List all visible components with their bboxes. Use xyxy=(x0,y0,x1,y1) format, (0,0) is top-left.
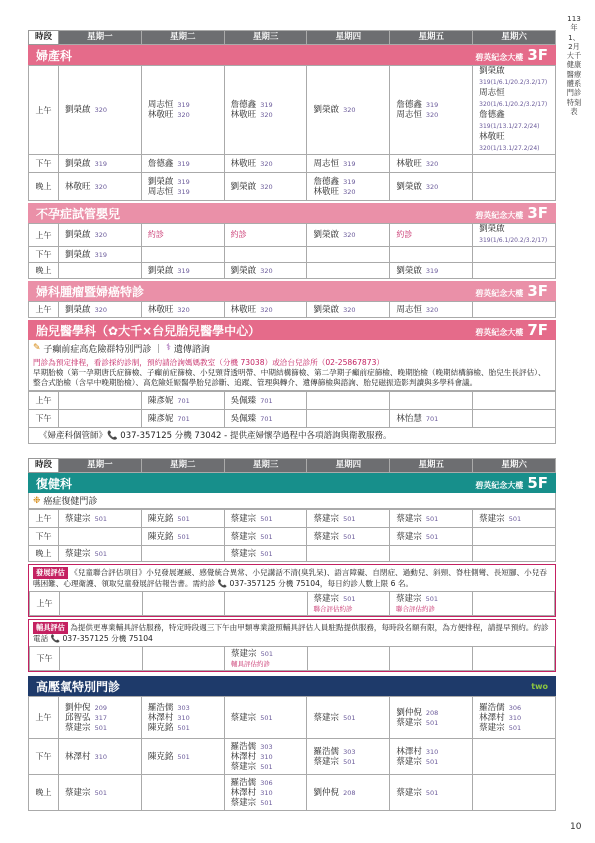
doctor-cell: 蔡建宗 501 xyxy=(307,697,390,739)
doctor-cell: 陳克銘 501 xyxy=(141,739,224,775)
section-inf-loc: 碧英紀念大樓 xyxy=(475,211,524,220)
doctor-cell: 蔡建宗 501 xyxy=(390,775,473,811)
doctor-cell: 劉榮啟 319 xyxy=(390,263,473,279)
doctor-cell: 林敬旺 320 xyxy=(390,155,473,173)
table-row xyxy=(29,247,556,263)
period-cell: 晚上 xyxy=(29,775,59,811)
doctor-cell: 吳佩臻 701 xyxy=(224,392,307,410)
table-dev xyxy=(29,591,555,616)
table-inf xyxy=(28,223,556,279)
dev-wed xyxy=(225,592,308,616)
doctor-cell xyxy=(473,775,556,811)
period-cell: 晚上 xyxy=(29,173,59,201)
doctor-cell xyxy=(473,546,556,562)
doctor-cell: 蔡建宗 501 xyxy=(224,697,307,739)
doctor-cell: 約診 xyxy=(141,224,224,247)
doctor-cell: 蔡建宗 501 xyxy=(59,775,142,811)
doctor-cell: 劉榮啟 319 xyxy=(59,247,142,263)
table-row xyxy=(29,775,556,811)
aid-mon xyxy=(60,647,143,671)
dev-fri: 蔡建宗 501 聯合評估約診 xyxy=(390,592,473,616)
doctor-cell: 劉榮啟 319 xyxy=(141,263,224,279)
dev-thu: 蔡建宗 501 聯合評估約診 xyxy=(307,592,390,616)
header-sat: 星期六 xyxy=(473,31,556,45)
dev-tue xyxy=(142,592,225,616)
doctor-cell xyxy=(59,392,142,410)
doctor-cell: 蔡建宗 501 xyxy=(307,528,390,546)
section-gyo xyxy=(28,281,556,301)
table-row xyxy=(29,66,556,155)
doctor-cell: 劉仲倪 208 xyxy=(307,775,390,811)
header2-fri: 星期五 xyxy=(390,459,473,473)
fetal-notes xyxy=(28,356,556,391)
doctor-cell: 詹德鑫 319 林敬旺 320 xyxy=(224,66,307,155)
period-cell: 上午 xyxy=(29,697,59,739)
doctor-cell: 劉榮啟 320 xyxy=(59,224,142,247)
fetal-sub2: 遺傳諮詢 xyxy=(173,344,210,355)
doctor-cell: 蔡建宗 501 xyxy=(224,528,307,546)
doctor-cell: 劉榮啟 319 xyxy=(59,155,142,173)
period-cell: 下午 xyxy=(29,739,59,775)
doctor-cell: 蔡建宗 501 xyxy=(59,546,142,562)
doctor-cell xyxy=(473,392,556,410)
table-row xyxy=(29,510,556,528)
section-gyo-title: 婦科腫瘤暨婦癌特診 xyxy=(36,284,145,299)
doctor-cell: 周志恒 319 林敬旺 320 xyxy=(141,66,224,155)
aid-thu xyxy=(307,647,390,671)
doctor-cell xyxy=(307,392,390,410)
doctor-cell: 劉仲倪 209 邱智弘 317 蔡建宗 501 xyxy=(59,697,142,739)
doctor-cell: 蔡建宗 501 xyxy=(224,510,307,528)
table-hbo xyxy=(28,696,556,811)
doctor-cell: 劉榮啟 320 xyxy=(59,66,142,155)
doctor-cell xyxy=(390,392,473,410)
rehab-sub: 癌症復健門診 xyxy=(43,497,98,507)
flower-icon: ❉ xyxy=(33,495,41,506)
section-rehab-title: 復健科 xyxy=(36,476,73,491)
fetal-logo-icon: ✿ xyxy=(108,323,119,338)
doctor-cell xyxy=(390,247,473,263)
fetal-note1: 門診為預定排程，看診採約診制，預約請洽詢媽媽教室（分機 73038）或洽台兒診所（02-25867873） xyxy=(33,358,384,367)
doctor-cell: 劉榮啟 320 xyxy=(59,302,142,318)
table-gyo xyxy=(28,301,556,318)
aid-sat xyxy=(472,647,555,671)
doctor-cell xyxy=(473,302,556,318)
ob-case-manager: 《婦產科個管師》📞 037-357125 分機 73042 - 提供產婦懷孕過程中各項諮詢與衛教服務。 xyxy=(28,428,556,444)
section-ob-title: 婦產科 xyxy=(36,48,73,63)
doctor-cell: 蔡建宗 501 xyxy=(307,510,390,528)
period-cell: 上午 xyxy=(29,224,59,247)
doctor-cell: 林敬旺 320 xyxy=(224,302,307,318)
section-hbo-logo: two xyxy=(531,681,548,691)
doctor-cell: 蔡建宗 501 xyxy=(390,528,473,546)
period-cell: 上午 xyxy=(29,392,59,410)
aid-tue xyxy=(142,647,225,671)
doctor-cell: 林敬旺 320 xyxy=(141,302,224,318)
doctor-cell: 蔡建宗 501 xyxy=(473,510,556,528)
dev-eval-text: 《兒童聯合評估項目》小兒發展遲緩、感覺統合異常、小兒講話不清(臭乳呆)、語言障礙、自閉症、過動兒、斜頸、脊柱側彎、長短腳、小兒吞嚥困難、心理衛護、領取兒童發展評估報告書。需約診 📞 037-357125 分機 75104，每日約診人數上限 6 名。 xyxy=(33,568,547,588)
doctor-cell: 約診 xyxy=(390,224,473,247)
header2-thu: 星期四 xyxy=(307,459,390,473)
period-cell: 晚上 xyxy=(29,263,59,279)
section-hbo-title: 高壓氧特別門診 xyxy=(36,679,121,694)
doctor-cell xyxy=(307,263,390,279)
header-period: 時段 xyxy=(29,31,59,45)
doctor-cell: 劉榮啟 319 周志恒 319 xyxy=(141,173,224,201)
aid-eval-tag: 輔具評估 xyxy=(33,622,68,634)
table-row xyxy=(29,528,556,546)
doctor-cell: 劉榮啟 320 xyxy=(224,263,307,279)
dev-mon xyxy=(60,592,143,616)
doctor-cell xyxy=(59,263,142,279)
header2-period: 時段 xyxy=(29,459,59,473)
doctor-cell: 蔡建宗 501 xyxy=(390,510,473,528)
doctor-cell xyxy=(473,247,556,263)
table-row xyxy=(29,546,556,562)
doctor-cell: 陳彥妮 701 xyxy=(141,392,224,410)
doctor-cell xyxy=(307,546,390,562)
fetal-sub1: 子癲前症高危險群特別門診 xyxy=(43,344,152,355)
doctor-cell: 蔡建宗 501 xyxy=(59,510,142,528)
period-cell: 上午 xyxy=(29,510,59,528)
doctor-cell: 林怡慧 701 xyxy=(390,410,473,428)
table-row xyxy=(29,697,556,739)
doctor-cell xyxy=(473,155,556,173)
section-ob xyxy=(28,45,556,65)
header-row-bottom xyxy=(28,458,556,473)
header-thu: 星期四 xyxy=(307,31,390,45)
header-fri: 星期五 xyxy=(390,31,473,45)
doctor-cell xyxy=(473,173,556,201)
section-fetal xyxy=(28,320,556,340)
doctor-cell: 陳彥妮 701 xyxy=(141,410,224,428)
dev-eval-box xyxy=(28,564,556,617)
table-row xyxy=(29,392,556,410)
doctor-cell: 蔡建宗 501 xyxy=(224,546,307,562)
section-gyo-loc: 碧英紀念大樓 xyxy=(475,289,524,298)
doctor-cell xyxy=(307,410,390,428)
doctor-cell: 羅浩儒 303 林澤村 310 陳克銘 501 xyxy=(141,697,224,739)
doctor-cell: 劉榮啟 319(1/6.1/20.2/3.2/17) xyxy=(473,224,556,247)
page-number: 10 xyxy=(570,822,582,832)
doctor-cell: 羅浩儒 303 蔡建宗 501 xyxy=(307,739,390,775)
aid-wed: 蔡建宗 501 輔具評估約診 xyxy=(225,647,308,671)
dev-sat xyxy=(472,592,555,616)
doctor-cell: 林澤村 310 xyxy=(59,739,142,775)
doctor-cell: 劉榮啟 320 xyxy=(390,173,473,201)
header-wed: 星期三 xyxy=(224,31,307,45)
dev-period: 上午 xyxy=(30,592,60,616)
doctor-cell: 陳克銘 501 xyxy=(141,528,224,546)
fetal-note2: 早期胎檢（第一孕期唐氏症篩檢、子癲前症篩檢、小兒頸背透明帶、中期結構篩檢、第二孕期子癲前症篩檢、晚期胎檢（晚期結構篩檢、胎兒生長評估）、整合式胎檢（含早中晚期胎檢）、高危險妊娠醫學胎兒診斷、追蹤、管理與轉介、遺傳篩檢與諮詢、胎兒磁振造影判讀與多學科會議。 xyxy=(33,368,546,387)
doctor-cell: 劉榮啟 320 xyxy=(307,224,390,247)
section-inf xyxy=(28,203,556,223)
doctor-cell: 劉榮啟 319(1/6.1/20.2/3.2/17) 周志恒 320(1/6.1/20.2/3.2/17) 詹德鑫 319(1/13.1/27.2/24) 林敬旺 320(1/13.1/27.2/24) xyxy=(473,66,556,155)
schedule xyxy=(28,30,556,811)
table-row xyxy=(29,224,556,247)
period-cell: 下午 xyxy=(29,155,59,173)
table-ob xyxy=(28,65,556,201)
table-row xyxy=(29,155,556,173)
doctor-cell xyxy=(307,247,390,263)
table-row xyxy=(29,410,556,428)
section-gyo-floor: 3F xyxy=(527,282,548,300)
period-cell: 下午 xyxy=(29,528,59,546)
table-row xyxy=(29,263,556,279)
header2-tue: 星期二 xyxy=(141,459,224,473)
doctor-cell xyxy=(141,247,224,263)
doctor-cell: 詹德鑫 319 xyxy=(141,155,224,173)
doctor-cell xyxy=(473,410,556,428)
period-cell: 上午 xyxy=(29,66,59,155)
section-rehab-loc: 碧英紀念大樓 xyxy=(475,481,524,490)
dna-icon: ⚕ xyxy=(166,343,172,353)
section-fetal-title: 胎兒醫學科（ xyxy=(36,323,109,338)
doctor-cell xyxy=(473,739,556,775)
doctor-cell xyxy=(473,263,556,279)
rehab-subhead xyxy=(28,493,556,509)
header-tue: 星期二 xyxy=(141,31,224,45)
aid-period: 下午 xyxy=(30,647,60,671)
doctor-cell: 羅浩儒 306 林澤村 310 蔡建宗 501 xyxy=(473,697,556,739)
header2-mon: 星期一 xyxy=(59,459,142,473)
doctor-cell: 劉仲倪 208 蔡建宗 501 xyxy=(390,697,473,739)
section-fetal-floor: 7F xyxy=(527,321,548,339)
doctor-cell: 劉榮啟 320 xyxy=(307,302,390,318)
doctor-cell: 劉榮啟 320 xyxy=(307,66,390,155)
period-cell: 晚上 xyxy=(29,546,59,562)
header-row-top xyxy=(28,30,556,45)
section-ob-floor: 3F xyxy=(527,46,548,64)
doctor-cell xyxy=(224,247,307,263)
doctor-cell: 詹德鑫 319 林敬旺 320 xyxy=(307,173,390,201)
doctor-cell: 詹德鑫 319 周志恒 320 xyxy=(390,66,473,155)
doctor-cell: 吳佩臻 701 xyxy=(224,410,307,428)
period-cell: 下午 xyxy=(29,410,59,428)
doctor-cell xyxy=(390,546,473,562)
section-fetal-loc: 碧英紀念大樓 xyxy=(475,328,524,337)
doctor-cell xyxy=(59,528,142,546)
header-mon: 星期一 xyxy=(59,31,142,45)
doctor-cell: 羅浩儒 306 林澤村 310 蔡建宗 501 xyxy=(224,775,307,811)
fetal-subhead: ✎ 子癲前症高危險群特別門診 ｜ ⚕ 遺傳諮詢 xyxy=(28,340,556,356)
doctor-cell xyxy=(141,546,224,562)
doctor-cell: 林澤村 310 蔡建宗 501 xyxy=(390,739,473,775)
doctor-cell: 陳克銘 501 xyxy=(141,510,224,528)
doctor-cell: 周志恒 319 xyxy=(307,155,390,173)
header2-wed: 星期三 xyxy=(224,459,307,473)
dev-eval-tag: 發展評估 xyxy=(33,567,68,579)
section-fetal-title2: 大千×台兒胎兒醫學中心） xyxy=(118,323,261,338)
aid-eval-text: 為提供更專業輔具評估服務，特定時段週三下午由甲類專業證照輔具評估人員駐點提供服務，每時段名額有限，為方便排程，請提早預約。約診電話 📞 037-357125 分機 75104 xyxy=(33,623,549,643)
doctor-cell xyxy=(59,410,142,428)
aid-eval-box xyxy=(28,619,556,672)
table-aid xyxy=(29,646,555,671)
doctor-cell: 林敬旺 320 xyxy=(224,155,307,173)
table-row xyxy=(29,739,556,775)
section-hbo xyxy=(28,676,556,696)
table-rehab xyxy=(28,509,556,562)
side-title: 113年1、2月大千健康醫療體系門診特刻表 xyxy=(566,14,582,116)
header2-sat: 星期六 xyxy=(473,459,556,473)
section-ob-loc: 碧英紀念大樓 xyxy=(475,53,524,62)
doctor-cell: 約診 xyxy=(224,224,307,247)
doctor-cell: 羅浩儒 303 林澤村 310 蔡建宗 501 xyxy=(224,739,307,775)
table-row xyxy=(29,302,556,318)
period-cell: 下午 xyxy=(29,247,59,263)
doctor-cell xyxy=(473,528,556,546)
doctor-cell xyxy=(141,775,224,811)
section-rehab xyxy=(28,473,556,493)
period-cell: 上午 xyxy=(29,302,59,318)
section-inf-title: 不孕症試管嬰兒 xyxy=(36,206,121,221)
pencil-icon: ✎ xyxy=(33,343,41,353)
doctor-cell: 周志恒 320 xyxy=(390,302,473,318)
doctor-cell: 林敬旺 320 xyxy=(59,173,142,201)
section-inf-floor: 3F xyxy=(527,204,548,222)
table-row xyxy=(29,173,556,201)
section-rehab-floor: 5F xyxy=(527,474,548,492)
table-fetal xyxy=(28,391,556,428)
doctor-cell: 劉榮啟 320 xyxy=(224,173,307,201)
aid-fri xyxy=(390,647,473,671)
